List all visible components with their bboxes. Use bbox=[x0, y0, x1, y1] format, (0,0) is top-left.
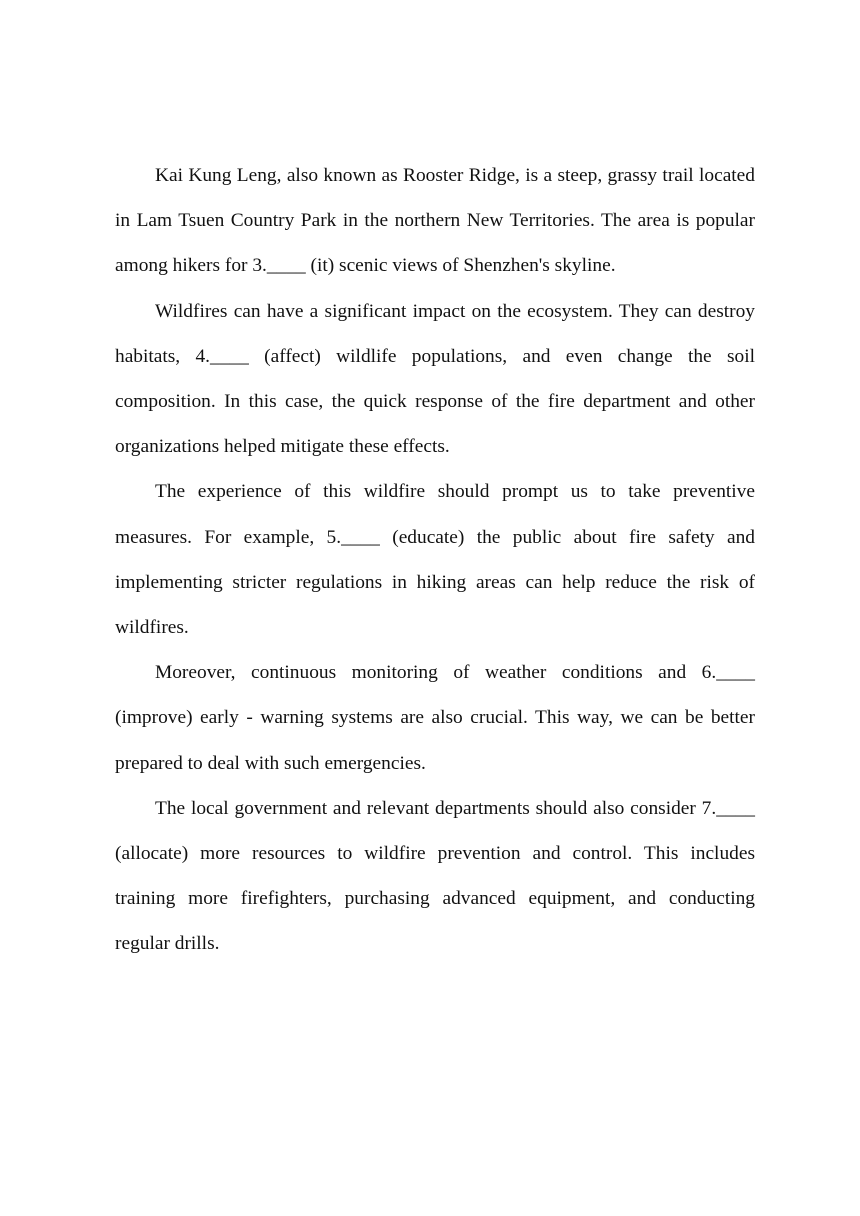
paragraph-4: Moreover, continuous monitoring of weather conditions and 6.____ (improve) early - warning systems are also crucial. This way, we can be better prepared to deal with such emergencies. bbox=[115, 662, 755, 774]
paragraph-5: The local government and relevant departments should also consider 7.____ (allocate) more resources to wildfire prevention and control. This includes training more firefighters, purchasing advanced equipment, and conducting regular drills. bbox=[115, 797, 755, 955]
document-body bbox=[115, 153, 755, 967]
paragraph-1: Kai Kung Leng, also known as Rooster Ridge, is a steep, grassy trail located in Lam Tsuen Country Park in the northern New Territories. The area is popular among hikers for 3.____ (it) scenic views of Shenzhen's skyline. bbox=[115, 165, 755, 277]
paragraph-2: Wildfires can have a significant impact on the ecosystem. They can destroy habitats, 4.____ (affect) wildlife populations, and even change the soil composition. In this case, the quick response of the fire department and other organizations helped mitigate these effects. bbox=[115, 300, 755, 458]
paragraph-3: The experience of this wildfire should prompt us to take preventive measures. For example, 5.____ (educate) the public about fire safety and implementing stricter regulations in hiking areas can help reduce the risk of wildfires. bbox=[115, 481, 755, 639]
